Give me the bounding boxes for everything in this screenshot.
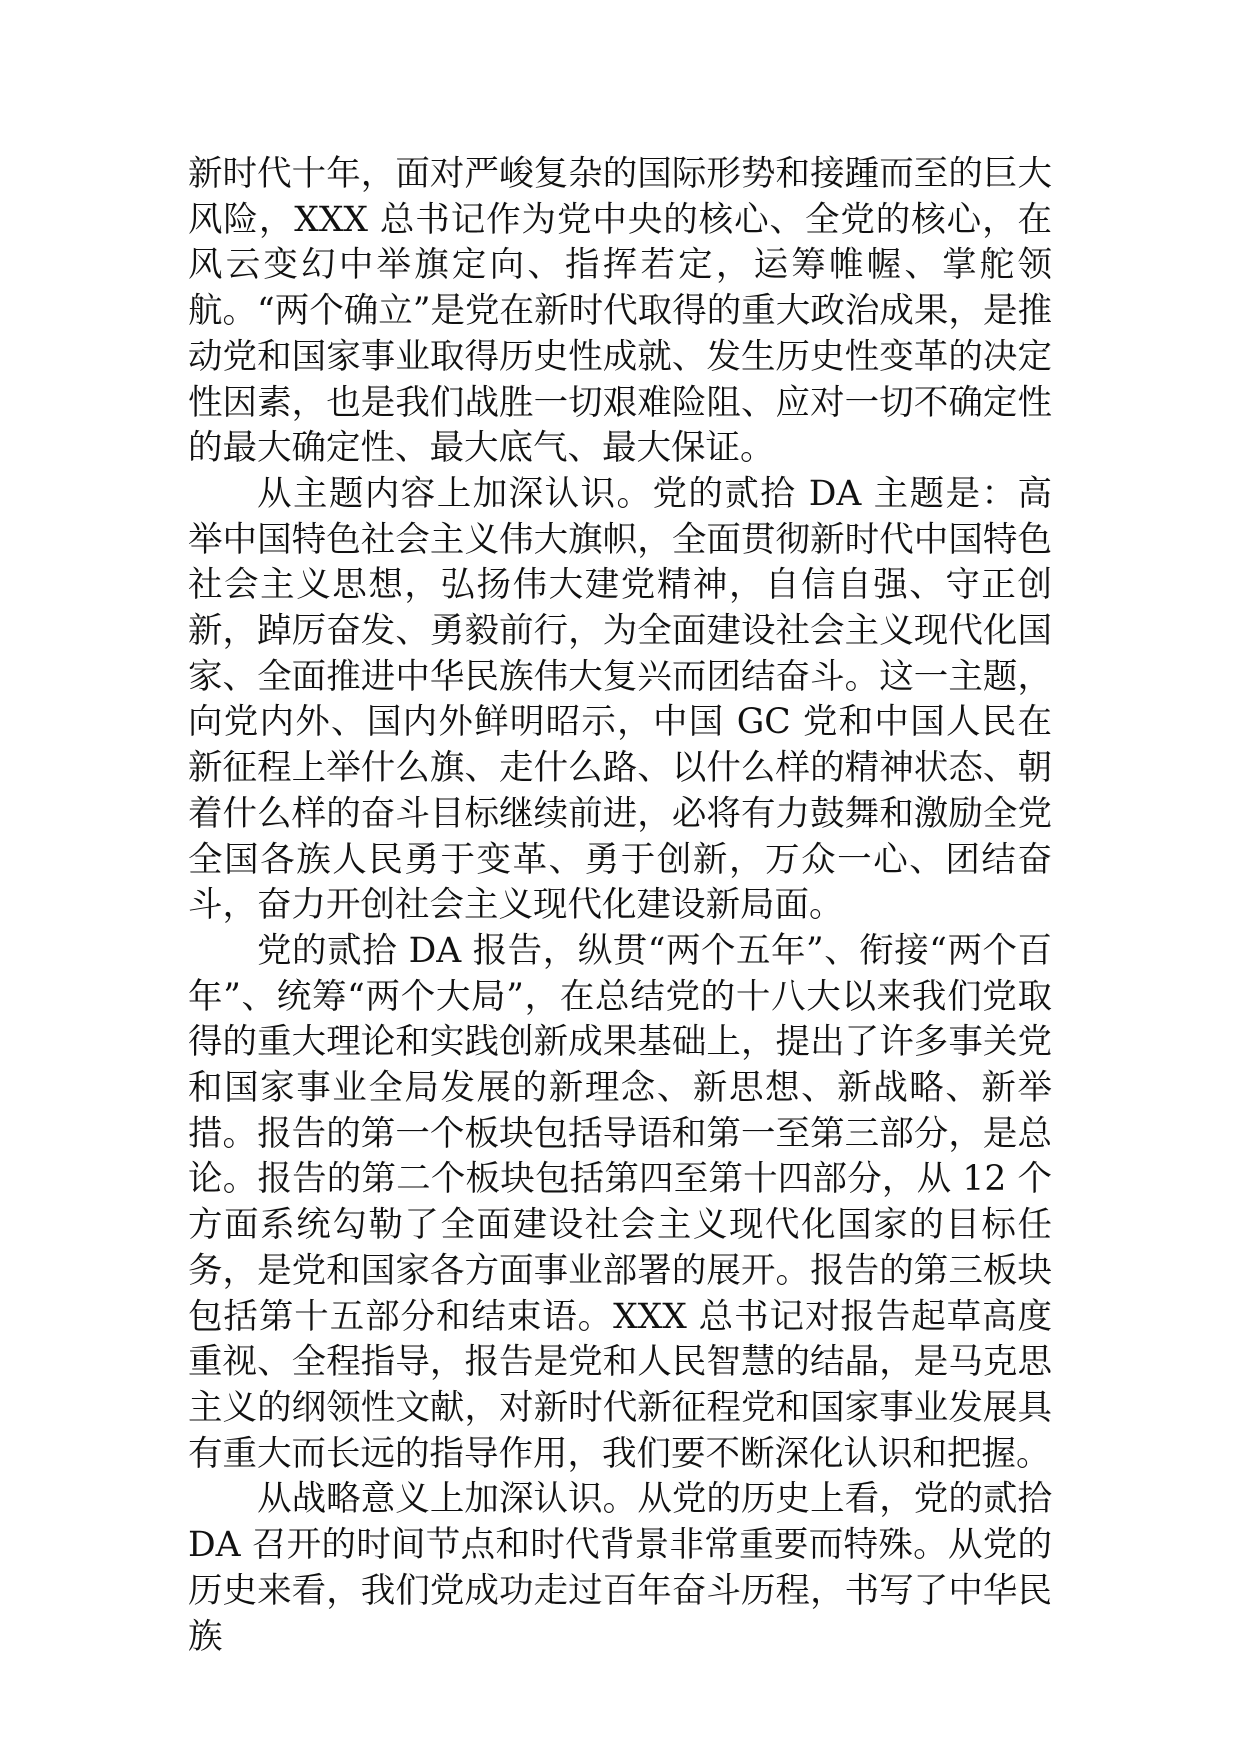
paragraph: 从战略意义上加深认识。从党的历史上看，党的贰拾 DA 召开的时间节点和时代背景非常重要而特殊。从党的历史来看，我们党成功走过百年奋斗历程，书写了中华民族 [188, 1479, 1052, 1657]
paragraph: 从主题内容上加深认识。党的贰拾 DA 主题是：高举中国特色社会主义伟大旗帜，全面贯彻新时代中国特色社会主义思想，弘扬伟大建党精神，自信自强、守正创新，踔厉奋发、勇毅前行，为全面建设社会主义现代化国家、全面推进中华民族伟大复兴而团结奋斗。这一主题，向党内外、国内外鲜明昭示，中国 GC 党和中国人民在新征程上举什么旗、走什么路、以什么样的精神状态、朝着什么样的奋斗目标继续前进，必将有力鼓舞和激励全党全国各族人民勇于变革、勇于创新，万众一心、团结奋斗，奋力开创社会主义现代化建设新局面。 [188, 473, 1052, 926]
document-body [188, 152, 1052, 1660]
paragraph: 党的贰拾 DA 报告，纵贯“两个五年”、衔接“两个百年”、统筹“两个大局”，在总结党的十八大以来我们党取得的重大理论和实践创新成果基础上，提出了许多事关党和国家事业全局发展的新理念、新思想、新战略、新举措。报告的第一个板块包括导语和第一至第三部分，是总论。报告的第二个板块包括第四至第十四部分，从 12 个方面系统勾勒了全面建设社会主义现代化国家的目标任务，是党和国家各方面事业部署的展开。报告的第三板块包括第十五部分和结束语。XXX 总书记对报告起草高度重视、全程指导，报告是党和人民智慧的结晶，是马克思主义的纲领性文献，对新时代新征程党和国家事业发展具有重大而长远的指导作用，我们要不断深化认识和把握。 [188, 930, 1052, 1474]
paragraph: 新时代十年，面对严峻复杂的国际形势和接踵而至的巨大风险，XXX 总书记作为党中央的核心、全党的核心，在风云变幻中举旗定向、指挥若定，运筹帷幄、掌舵领航。“两个确立”是党在新时代取得的重大政治成果，是推动党和国家事业取得历史性成就、发生历史性变革的决定性因素，也是我们战胜一切艰难险阻、应对一切不确定性的最大确定性、最大底气、最大保证。 [188, 154, 1052, 469]
